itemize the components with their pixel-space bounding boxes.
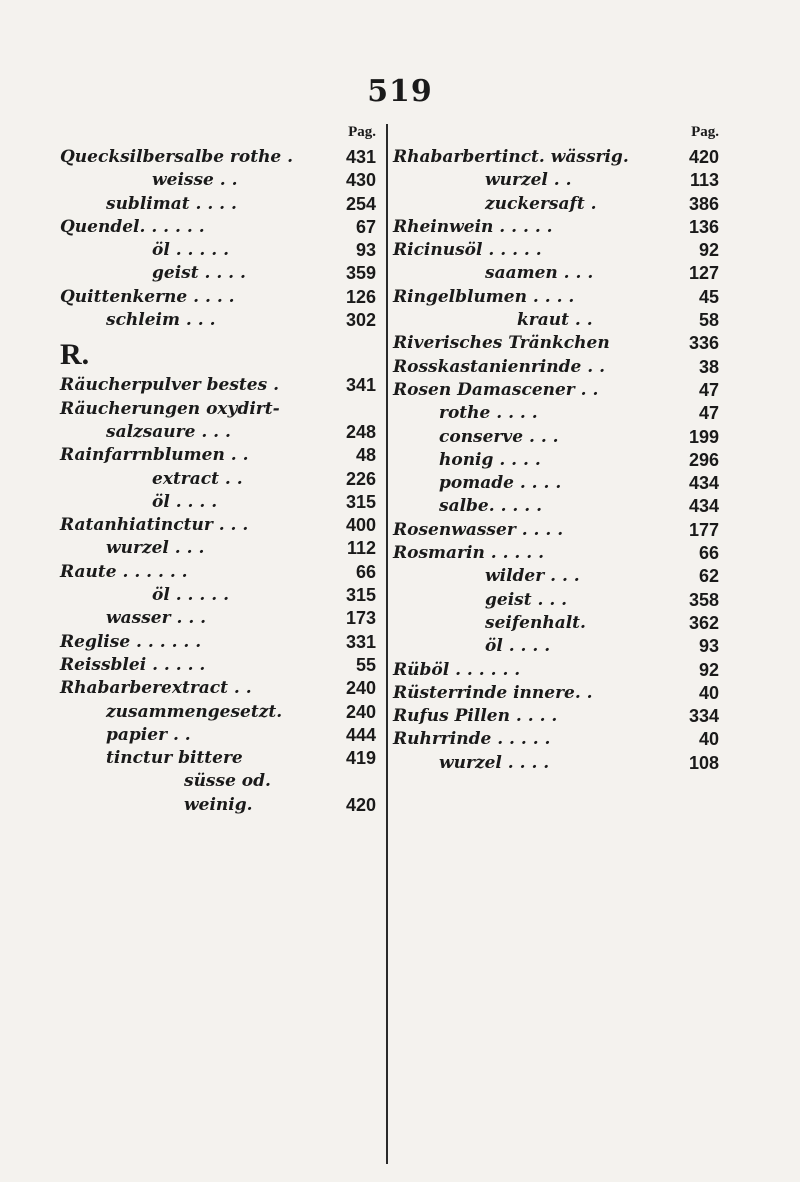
index-entry — [60, 724, 376, 747]
pag-label-right: Pag. — [691, 124, 719, 140]
entry-term: wasser . . . — [106, 608, 207, 629]
entry-page-number: 136 — [688, 216, 719, 237]
entry-term: Riverisches Tränkchen — [393, 333, 610, 354]
entry-page-number: 420 — [688, 147, 719, 167]
entry-term: öl . . . . . — [152, 240, 229, 261]
entry-term: öl . . . . — [485, 636, 551, 657]
index-entry — [393, 239, 719, 262]
index-entry — [60, 146, 376, 169]
index-entry — [393, 146, 719, 169]
entry-page-number: 431 — [345, 147, 376, 167]
section-letter: R. — [60, 338, 90, 372]
entry-page-number: 67 — [355, 216, 376, 237]
entry-term: öl . . . . . — [152, 585, 229, 606]
index-entry — [60, 537, 376, 560]
entry-term: Ricinusöl . . . . . — [393, 240, 542, 261]
entry-page-number: 173 — [345, 608, 376, 629]
index-entry — [60, 654, 376, 677]
index-entry — [393, 565, 719, 588]
entry-page-number: 359 — [345, 263, 376, 284]
index-entry — [60, 216, 376, 239]
entry-term: Räucherpulver bestes . — [60, 375, 279, 396]
index-entry — [60, 491, 376, 514]
entry-page-number: 419 — [345, 748, 376, 769]
entry-page-number: 62 — [698, 566, 719, 587]
entry-page-number: 400 — [345, 515, 376, 536]
entry-page-number: 92 — [698, 659, 719, 680]
entry-page-number: 226 — [345, 468, 376, 489]
column-divider — [386, 124, 388, 1164]
index-entry — [60, 514, 376, 537]
entry-page-number: 444 — [345, 724, 376, 745]
entry-term: extract . . — [152, 468, 243, 489]
entry-term: kraut . . — [517, 310, 593, 331]
index-entry — [393, 193, 719, 216]
entry-term: wurzel . . . . — [439, 752, 550, 773]
entry-page-number: 336 — [688, 333, 719, 354]
entry-page-number: 254 — [345, 193, 376, 214]
entry-term: Reglise . . . . . . — [60, 631, 202, 652]
entry-term: Räucherungen oxydirt- — [60, 398, 280, 419]
entry-page-number: 40 — [698, 682, 719, 703]
index-entry — [393, 402, 719, 425]
index-entry — [393, 449, 719, 472]
index-entry — [393, 356, 719, 379]
index-entry — [60, 747, 376, 770]
entry-page-number: 240 — [345, 701, 376, 722]
entry-term: conserve . . . — [439, 426, 559, 447]
entry-page-number: 240 — [345, 678, 376, 699]
entry-page-number: 58 — [698, 310, 719, 331]
entry-term: zuckersaft . — [485, 193, 597, 214]
left-entries — [60, 146, 376, 817]
page-number: 519 — [367, 74, 433, 109]
entry-term: Rüsterrinde innere. . — [393, 682, 593, 703]
index-entry — [393, 262, 719, 285]
entry-page-number: 434 — [688, 473, 719, 494]
entry-page-number: 334 — [688, 706, 719, 727]
index-entry — [393, 495, 719, 518]
index-entry — [60, 794, 376, 817]
entry-page-number: 296 — [688, 449, 719, 470]
entry-page-number: 66 — [355, 561, 376, 582]
index-entry — [60, 309, 376, 332]
entry-term: öl . . . . — [152, 491, 218, 512]
entry-term: geist . . . . — [152, 263, 246, 284]
entry-term: zusammengesetzt. — [106, 701, 283, 722]
entry-term: wilder . . . — [485, 566, 580, 587]
entry-term: Quendel. . . . . . — [60, 216, 205, 237]
entry-term: Ruhrrinde . . . . . — [393, 729, 551, 750]
entry-page-number: 362 — [688, 612, 719, 633]
entry-term: Rheinwein . . . . . — [393, 216, 553, 237]
index-entry — [393, 286, 719, 309]
entry-term: süsse od. — [184, 771, 271, 792]
entry-term: salbe. . . . . — [439, 496, 543, 517]
entry-term: saamen . . . — [485, 263, 594, 284]
entry-page-number: 331 — [345, 631, 376, 652]
index-entry — [393, 612, 719, 635]
index-entry — [60, 398, 376, 421]
index-entry — [393, 216, 719, 239]
entry-page-number: 177 — [688, 519, 719, 540]
entry-term: Ratanhiatinctur . . . — [60, 515, 249, 536]
entry-term: wurzel . . . — [106, 538, 205, 559]
entry-page-number: 38 — [698, 356, 719, 377]
entry-term: Rosskastanienrinde . . — [393, 356, 605, 377]
entry-term: schleim . . . — [106, 310, 216, 331]
index-entry — [60, 239, 376, 262]
index-entry — [393, 379, 719, 402]
entry-term: Rosmarin . . . . . — [393, 543, 544, 564]
entry-term: weisse . . — [152, 170, 238, 191]
entry-page-number: 92 — [698, 240, 719, 261]
index-column-left — [60, 124, 376, 817]
index-entry — [393, 635, 719, 658]
index-entry — [393, 752, 719, 775]
index-entry — [60, 286, 376, 309]
index-entry — [60, 262, 376, 285]
entry-page-number: 55 — [355, 654, 376, 675]
index-entry — [60, 607, 376, 630]
index-entry — [60, 631, 376, 654]
index-entry — [60, 770, 376, 793]
entry-page-number: 315 — [345, 491, 376, 512]
entry-page-number: 315 — [345, 585, 376, 606]
index-entry — [393, 169, 719, 192]
entry-page-number: 112 — [346, 538, 376, 559]
index-column-right — [393, 124, 719, 775]
index-entry — [60, 677, 376, 700]
index-entry — [393, 519, 719, 542]
entry-page-number: 47 — [698, 379, 719, 400]
entry-page-number: 93 — [355, 240, 376, 261]
entry-term: Rainfarrnblumen . . — [60, 445, 249, 466]
index-entry — [60, 561, 376, 584]
entry-term: Raute . . . . . . — [60, 561, 188, 582]
entry-term: Rüböl . . . . . . — [393, 659, 521, 680]
entry-page-number: 66 — [698, 543, 719, 564]
index-entry — [393, 589, 719, 612]
entry-term: rothe . . . . — [439, 403, 538, 424]
entry-page-number: 126 — [345, 286, 376, 307]
entry-page-number: 93 — [698, 636, 719, 657]
entry-term: geist . . . — [485, 589, 568, 610]
entry-page-number: 127 — [688, 263, 719, 284]
index-entry — [60, 169, 376, 192]
index-entry — [393, 728, 719, 751]
entry-term: Rhabarberextract . . — [60, 678, 252, 699]
entry-page-number: 47 — [698, 403, 719, 424]
index-entry — [60, 584, 376, 607]
entry-term: seifenhalt. — [485, 612, 586, 633]
entry-page-number: 113 — [689, 170, 719, 191]
entry-term: papier . . — [106, 724, 191, 745]
index-entry — [60, 374, 376, 397]
index-entry — [393, 705, 719, 728]
entry-page-number: 420 — [345, 794, 376, 815]
entry-page-number: 434 — [688, 496, 719, 517]
entry-page-number: 199 — [688, 426, 719, 447]
index-entry — [60, 444, 376, 467]
index-entry — [393, 332, 719, 355]
index-entry — [393, 682, 719, 705]
entry-page-number: 248 — [345, 421, 376, 442]
right-entries — [393, 146, 719, 775]
index-entry — [393, 542, 719, 565]
entry-term: tinctur bittere — [106, 748, 243, 769]
entry-term: wurzel . . — [485, 170, 572, 191]
entry-page-number: 40 — [698, 729, 719, 750]
entry-term: sublimat . . . . — [106, 193, 237, 214]
index-entry — [393, 309, 719, 332]
pag-label-left: Pag. — [348, 124, 376, 140]
entry-term: Ringelblumen . . . . — [393, 286, 575, 307]
entry-term: Rosenwasser . . . . — [393, 519, 564, 540]
entry-term: honig . . . . — [439, 449, 541, 470]
entry-page-number: 302 — [345, 310, 376, 331]
index-entry — [393, 472, 719, 495]
entry-page-number: 108 — [688, 752, 719, 773]
index-entry — [393, 659, 719, 682]
index-entry — [60, 468, 376, 491]
entry-term: Rosen Damascener . . — [393, 379, 599, 400]
entry-page-number: 341 — [345, 375, 376, 396]
index-entry — [60, 193, 376, 216]
entry-term: pomade . . . . — [439, 473, 562, 494]
entry-term: Rufus Pillen . . . . — [393, 706, 558, 727]
index-entry — [393, 426, 719, 449]
entry-term: Quittenkerne . . . . — [60, 286, 235, 307]
entry-term: Reissblei . . . . . — [60, 654, 206, 675]
entry-term: Rhabarbertinct. wässrig. — [393, 147, 629, 167]
entry-term: salzsaure . . . — [106, 421, 231, 442]
entry-page-number: 358 — [688, 589, 719, 610]
entry-term: weinig. — [184, 794, 253, 815]
entry-term: Quecksilbersalbe rothe . — [60, 147, 294, 167]
index-entry — [60, 421, 376, 444]
entry-page-number: 45 — [698, 286, 719, 307]
entry-page-number: 386 — [688, 193, 719, 214]
entry-page-number: 48 — [355, 445, 376, 466]
index-entry — [60, 701, 376, 724]
entry-page-number: 430 — [345, 170, 376, 191]
